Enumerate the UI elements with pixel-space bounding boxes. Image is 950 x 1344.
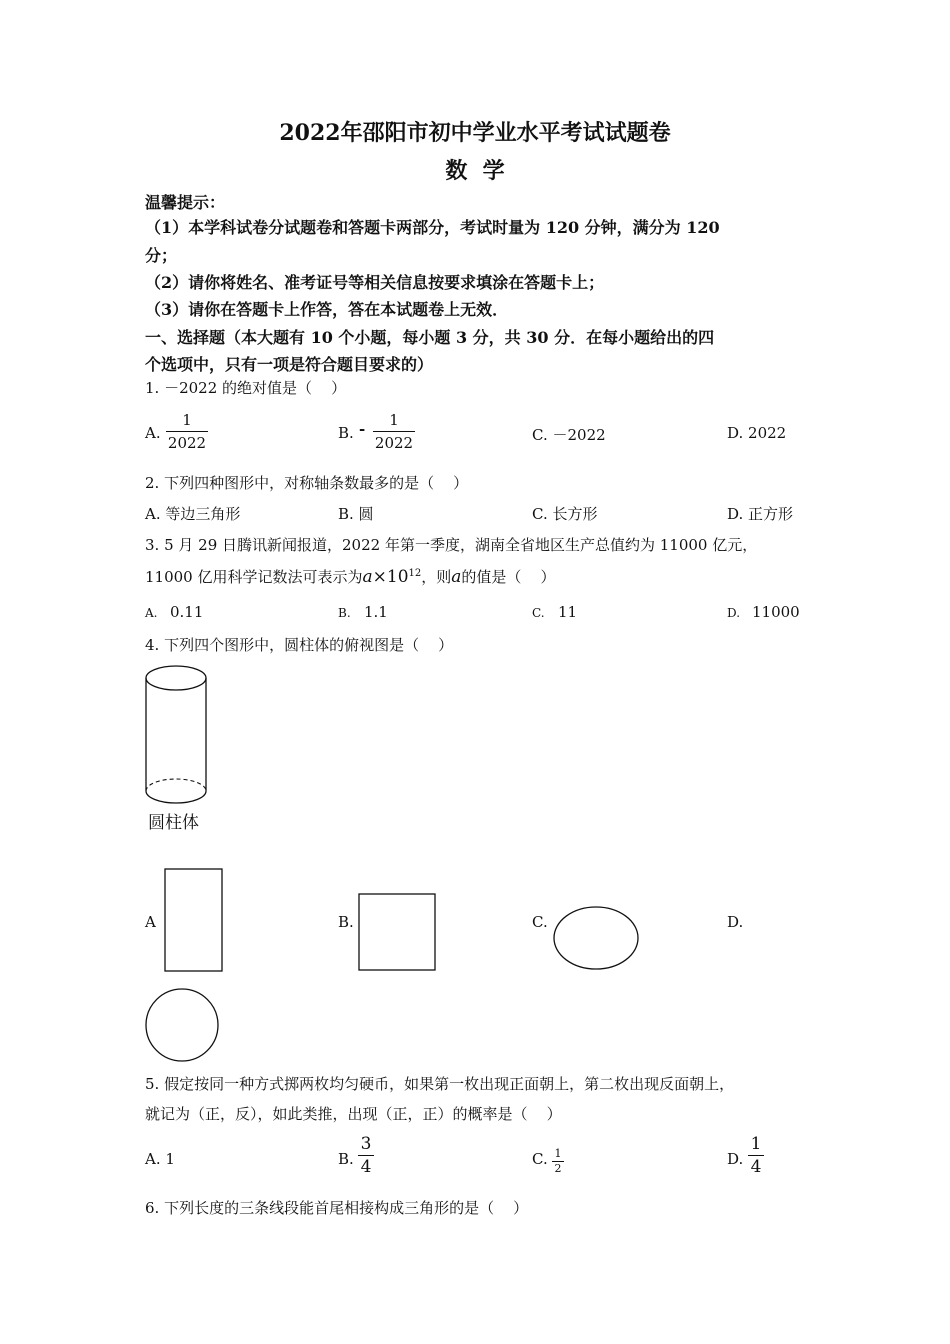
cylinder-top-ellipse — [146, 666, 206, 690]
q4-option-b-square — [358, 893, 438, 973]
q5-option-b-fraction — [358, 1134, 374, 1177]
q3-option-d-value: 11000 — [752, 603, 800, 621]
section1-line-2: 个选项中，只有一项是符合题目要求的） — [145, 355, 434, 374]
q4-option-a-rectangle — [164, 868, 224, 973]
section1-line-1: 一、选择题（本大题有 10 个小题，每小题 3 分，共 30 分．在每小题给出的四 — [145, 328, 715, 347]
cylinder-bottom-front — [146, 791, 206, 803]
q4-stem: 4. 下列四个图形中，圆柱体的俯视图是（ ） — [145, 636, 454, 654]
q2-stem: 2. 下列四种图形中，对称轴条数最多的是（ ） — [145, 474, 469, 492]
tips-line-1a: （1）本学科试卷分试题卷和答题卡两部分，考试时量为 120 分钟，满分为 120 — [145, 218, 720, 237]
q3-line2-post: 的值是（ ） — [461, 568, 556, 586]
q1-option-b-sign: - — [359, 420, 366, 438]
q3-option-b-value: 1.1 — [364, 603, 388, 621]
q5-c-denominator: 2 — [554, 1162, 562, 1175]
q1-a-denominator: 2022 — [167, 434, 207, 452]
cylinder-figure — [140, 660, 215, 810]
q3-option-c-value: 11 — [558, 603, 578, 621]
q3-times: × — [372, 567, 387, 587]
q3-option-d-label: D. — [727, 606, 741, 620]
q5-option-d-fraction — [748, 1134, 764, 1177]
q1-option-b-fraction — [373, 410, 415, 453]
tips-line-3: （3）请你在答题卡上作答，答在本试题卷上无效． — [145, 300, 509, 319]
q5-line-2: 就记为（正，反），如此类推，出现（正，正）的概率是（ ） — [145, 1105, 562, 1123]
paper-title: 2022年邵阳市初中学业水平考试试题卷 — [279, 120, 671, 146]
q4-option-b-label: B. — [338, 913, 354, 931]
q2-option-b: B. 圆 — [338, 505, 374, 523]
q3-var-a-2: a — [451, 567, 462, 587]
q4-option-d-label: D. — [727, 913, 744, 931]
q5-d-numerator: 1 — [750, 1134, 762, 1154]
q3-line-2 — [145, 566, 556, 587]
fraction-bar — [373, 431, 415, 432]
fraction-bar — [166, 431, 208, 432]
q3-line-1: 3. 5 月 29 日腾讯新闻报道，2022 年第一季度，湖南全省地区生产总值约为 11000 亿元， — [145, 536, 758, 554]
q4-option-c-ellipse — [552, 905, 642, 971]
q5-b-numerator: 3 — [360, 1134, 372, 1154]
q3-option-c-label: C. — [532, 606, 545, 620]
q1-option-c: C. －2022 — [532, 426, 606, 444]
q1-option-a-fraction — [166, 410, 208, 453]
q1-option-d: D. 2022 — [727, 424, 787, 442]
cylinder-caption: 圆柱体 — [148, 813, 199, 833]
q5-option-c-label: C. — [532, 1150, 548, 1168]
q5-d-denominator: 4 — [750, 1157, 762, 1177]
q3-var-a: a — [362, 567, 373, 587]
q5-line-1: 5. 假定按同一种方式掷两枚均匀硬币，如果第一枚出现正面朝上，第二枚出现反面朝上， — [145, 1075, 735, 1093]
q3-line2-mid: ，则 — [421, 568, 452, 586]
q5-b-denominator: 4 — [360, 1157, 372, 1177]
q6-stem: 6. 下列长度的三条线段能首尾相接构成三角形的是（ ） — [145, 1199, 529, 1217]
fraction-bar — [358, 1155, 374, 1156]
q5-c-numerator: 1 — [554, 1147, 562, 1160]
q2-option-a: A. 等边三角形 — [145, 505, 241, 523]
q5-option-a: A. 1 — [145, 1150, 175, 1168]
q4-option-c-label: C. — [532, 913, 548, 931]
tips-line-1b: 分； — [145, 246, 178, 265]
q1-b-denominator: 2022 — [374, 434, 414, 452]
fraction-bar — [748, 1155, 764, 1156]
q3-line2-pre: 11000 亿用科学记数法可表示为 — [145, 568, 363, 586]
q1-option-b-label: B. — [338, 424, 354, 442]
q3-base: 10 — [386, 567, 409, 587]
q5-option-b-label: B. — [338, 1150, 354, 1168]
q1-option-a-label: A. — [145, 424, 161, 442]
q1-stem: 1. －2022 的绝对值是（ ） — [145, 379, 347, 397]
q3-option-a-value: 0.11 — [170, 603, 204, 621]
q5-option-d-label: D. — [727, 1150, 744, 1168]
q3-option-a-label: A. — [145, 606, 158, 620]
q4-option-a-label: A — [145, 913, 156, 931]
q3-exponent: 12 — [408, 568, 422, 579]
q1-a-numerator: 1 — [182, 411, 192, 429]
q3-option-b-label: B. — [338, 606, 351, 620]
q2-option-d: D. 正方形 — [727, 505, 794, 523]
q4-option-d-circle — [143, 986, 221, 1064]
tips-heading: 温馨提示： — [145, 193, 226, 212]
tips-line-2: （2）请你将姓名、准考证号等相关信息按要求填涂在答题卡上； — [145, 273, 605, 292]
q1-b-numerator: 1 — [389, 411, 399, 429]
q5-option-c-fraction — [552, 1148, 564, 1175]
cylinder-bottom-back-dashed — [146, 779, 206, 791]
paper-subject: 数 学 — [445, 158, 505, 184]
q2-option-c: C. 长方形 — [532, 505, 598, 523]
